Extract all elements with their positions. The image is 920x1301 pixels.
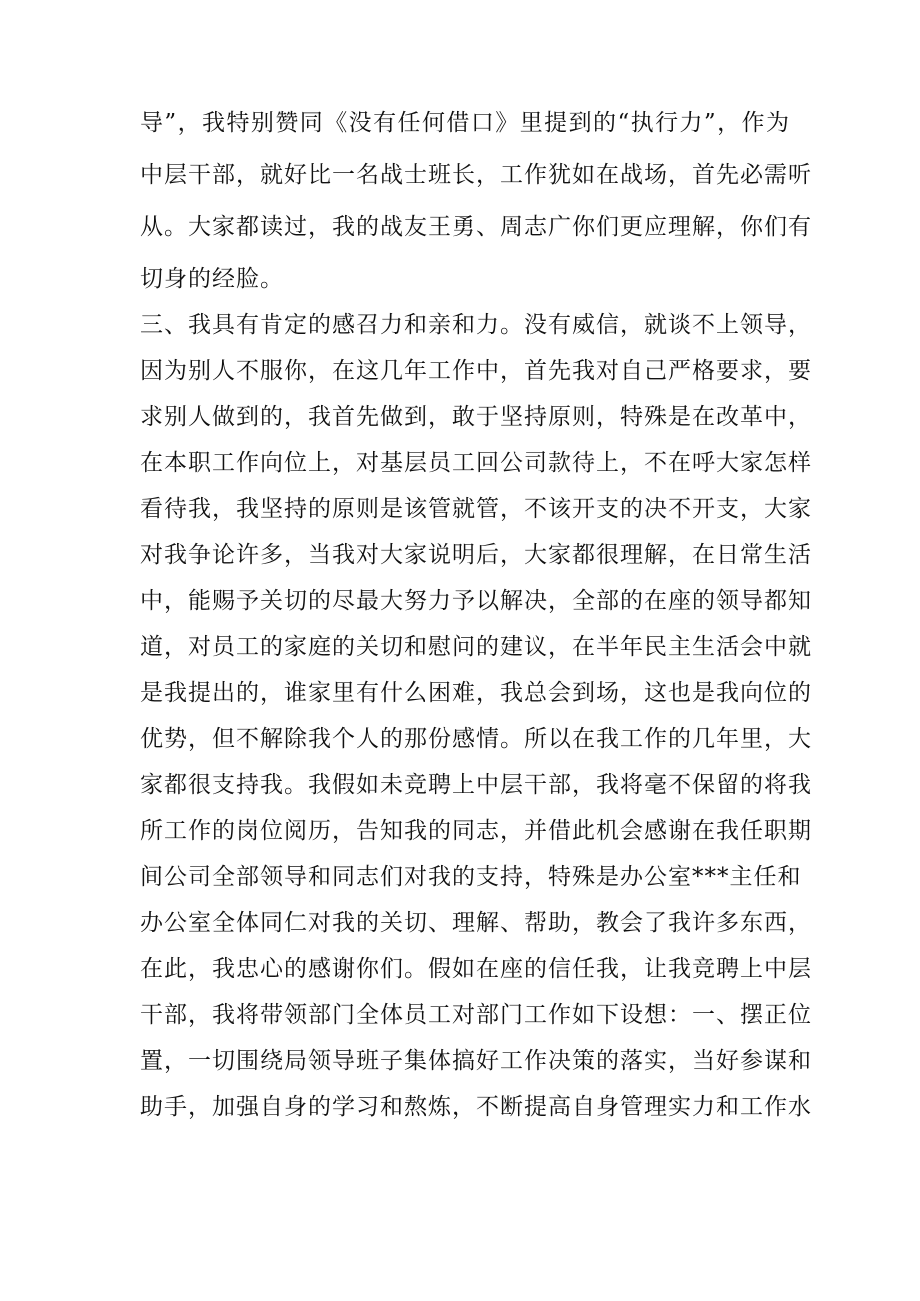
text-line: 道，对员工的家庭的关切和慰问的建议，在半年民主生活会中就 [140, 634, 812, 660]
text-line: 三、我具有肯定的感召力和亲和力。没有威信，就谈不上领导， [140, 312, 812, 338]
text-line: 中，能赐予关切的尽最大努力予以解决，全部的在座的领导都知 [140, 588, 812, 614]
text-line: 求别人做到的，我首先做到，敢于坚持原则，特殊是在改革中， [140, 404, 812, 430]
text-line: 家都很支持我。我假如未竞聘上中层干部，我将毫不保留的将我 [140, 772, 812, 798]
text-line: 干部，我将带领部门全体员工对部门工作如下设想：一、摆正位 [140, 1002, 812, 1028]
text-line: 优势，但不解除我个人的那份感情。所以在我工作的几年里，大 [140, 726, 812, 752]
text-line: 在本职工作向位上，对基层员工回公司款待上，不在呼大家怎样 [140, 450, 812, 476]
text-line: 办公室全体同仁对我的关切、理解、帮助，教会了我许多东西， [140, 910, 812, 936]
text-line: 切身的经脸。 [140, 266, 284, 292]
text-line: 看待我，我坚持的原则是该管就管，不该开支的决不开支，大家 [140, 496, 812, 522]
text-line: 是我提出的，谁家里有什么困难，我总会到场，这也是我向位的 [140, 680, 812, 706]
text-line: 间公司全部领导和同志们对我的支持，特殊是办公室***主任和 [140, 864, 802, 890]
text-line: 中层干部，就好比一名战士班长，工作犹如在战场，首先必需听 [140, 162, 812, 188]
text-line: 置，一切围绕局领导班子集体搞好工作决策的落实，当好参谋和 [140, 1048, 812, 1074]
text-line: 从。大家都读过，我的战友王勇、周志广你们更应理解，你们有 [140, 214, 812, 240]
text-line: 助手，加强自身的学习和熬炼，不断提高自身管理实力和工作水 [140, 1094, 812, 1120]
text-line: 在此，我忠心的感谢你们。假如在座的信任我，让我竞聘上中层 [140, 956, 812, 982]
text-line: 对我争论许多，当我对大家说明后，大家都很理解，在日常生活 [140, 542, 812, 568]
text-line: 导”，我特别赞同《没有任何借口》里提到的“执行力”，作为 [140, 110, 790, 136]
text-line: 所工作的岗位阅历，告知我的同志，并借此机会感谢在我任职期 [140, 818, 812, 844]
text-line: 因为别人不服你，在这几年工作中，首先我对自己严格要求，要 [140, 358, 812, 384]
